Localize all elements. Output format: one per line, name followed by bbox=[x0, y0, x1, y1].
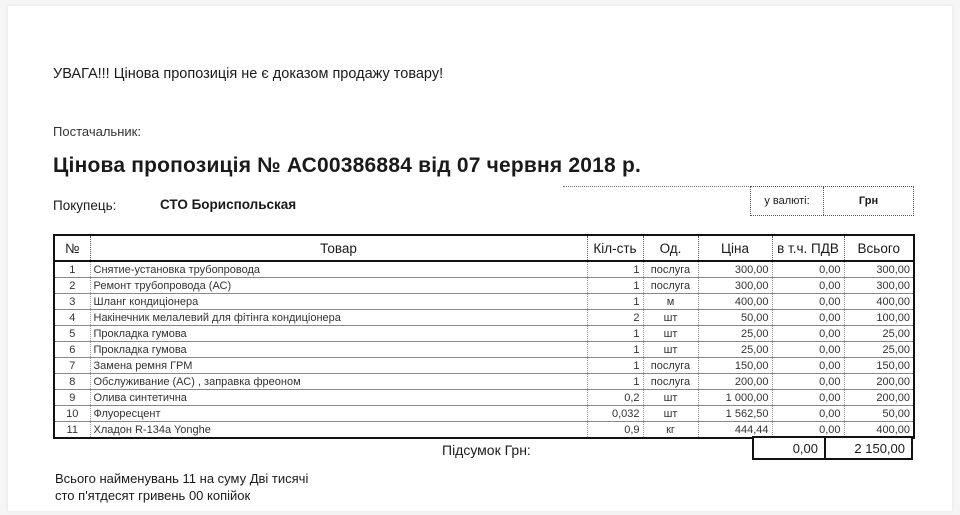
vat: 0,00 bbox=[772, 294, 844, 310]
row-total: 50,00 bbox=[844, 406, 914, 422]
unit: м bbox=[643, 294, 698, 310]
quantity: 1 bbox=[587, 374, 643, 390]
product-name: Шланг кондиціонера bbox=[90, 294, 587, 310]
price: 25,00 bbox=[698, 326, 772, 342]
row-total: 300,00 bbox=[844, 278, 914, 294]
subtotal-total: 2 150,00 bbox=[824, 436, 913, 460]
quantity: 2 bbox=[587, 310, 643, 326]
buyer-label: Покупець: bbox=[53, 198, 117, 213]
table-header-row bbox=[54, 235, 914, 261]
product-name: Замена ремня ГРМ bbox=[90, 358, 587, 374]
row-number: 8 bbox=[54, 374, 90, 390]
product-name: Флуоресцент bbox=[90, 406, 587, 422]
row-number: 6 bbox=[54, 342, 90, 358]
vat: 0,00 bbox=[772, 406, 844, 422]
unit: шт bbox=[643, 406, 698, 422]
unit: послуга bbox=[643, 358, 698, 374]
supplier-label: Постачальник: bbox=[53, 124, 141, 139]
table-row bbox=[54, 294, 914, 310]
table-row bbox=[54, 406, 914, 422]
document-title: Цінова пропозиція № АС00386884 від 07 червня 2018 р. bbox=[53, 154, 642, 177]
product-name: Прокладка гумова bbox=[90, 326, 587, 342]
row-number: 10 bbox=[54, 406, 90, 422]
table-row bbox=[54, 374, 914, 390]
product-name: Обслуживание (АС) , заправка фреоном bbox=[90, 374, 587, 390]
header-price: Ціна bbox=[698, 235, 772, 261]
row-number: 2 bbox=[54, 278, 90, 294]
unit: послуга bbox=[643, 374, 698, 390]
unit: послуга bbox=[643, 278, 698, 294]
price: 50,00 bbox=[698, 310, 772, 326]
subtotal-vat: 0,00 bbox=[752, 436, 826, 460]
vat: 0,00 bbox=[772, 326, 844, 342]
quantity: 0,2 bbox=[587, 390, 643, 406]
row-total: 300,00 bbox=[844, 261, 914, 278]
quantity: 1 bbox=[587, 326, 643, 342]
header-total: Всього bbox=[844, 235, 914, 261]
table-row bbox=[54, 278, 914, 294]
price: 150,00 bbox=[698, 358, 772, 374]
quantity: 1 bbox=[587, 278, 643, 294]
row-total: 150,00 bbox=[844, 358, 914, 374]
price: 25,00 bbox=[698, 342, 772, 358]
vat: 0,00 bbox=[772, 358, 844, 374]
vat: 0,00 bbox=[772, 278, 844, 294]
vat: 0,00 bbox=[772, 342, 844, 358]
row-total: 25,00 bbox=[844, 342, 914, 358]
quantity: 0,032 bbox=[587, 406, 643, 422]
row-total: 400,00 bbox=[844, 294, 914, 310]
table-row bbox=[54, 342, 914, 358]
row-total: 400,00 bbox=[844, 422, 914, 439]
quantity: 1 bbox=[587, 342, 643, 358]
header-number: № bbox=[54, 235, 90, 261]
vat: 0,00 bbox=[772, 261, 844, 278]
table-row bbox=[54, 390, 914, 406]
header-quantity: Кіл-сть bbox=[587, 235, 643, 261]
quantity: 1 bbox=[587, 358, 643, 374]
product-name: Снятие-установка трубопровода bbox=[90, 261, 587, 278]
price: 200,00 bbox=[698, 374, 772, 390]
quantity: 1 bbox=[587, 294, 643, 310]
row-number: 4 bbox=[54, 310, 90, 326]
table-row bbox=[54, 358, 914, 374]
row-number: 11 bbox=[54, 422, 90, 439]
table-row bbox=[54, 326, 914, 342]
table-row bbox=[54, 310, 914, 326]
buyer-name: СТО Бориспольская bbox=[160, 197, 297, 212]
currency-label: у валюті: bbox=[751, 187, 824, 215]
warning-text: УВАГА!!! Цінова пропозиція не є доказом продажу товару! bbox=[53, 66, 444, 82]
row-number: 9 bbox=[54, 390, 90, 406]
product-name: Олива синтетична bbox=[90, 390, 587, 406]
price: 1 562,50 bbox=[698, 406, 772, 422]
unit: послуга bbox=[643, 261, 698, 278]
row-number: 3 bbox=[54, 294, 90, 310]
product-name: Накінечник мелалевий для фітінга кондиціонера bbox=[90, 310, 587, 326]
amount-in-words: Всього найменувань 11 на суму Дві тисячі сто п'ятдесят гривень 00 копійок bbox=[55, 471, 309, 503]
row-total: 100,00 bbox=[844, 310, 914, 326]
vat: 0,00 bbox=[772, 422, 844, 439]
row-total: 200,00 bbox=[844, 374, 914, 390]
row-number: 1 bbox=[54, 261, 90, 278]
row-number: 7 bbox=[54, 358, 90, 374]
quantity: 0,9 bbox=[587, 422, 643, 439]
unit: кг bbox=[643, 422, 698, 439]
unit: шт bbox=[643, 342, 698, 358]
unit: шт bbox=[643, 310, 698, 326]
product-name: Прокладка гумова bbox=[90, 342, 587, 358]
items-table bbox=[53, 234, 915, 439]
price: 300,00 bbox=[698, 278, 772, 294]
currency-box bbox=[750, 186, 914, 216]
header-unit: Од. bbox=[643, 235, 698, 261]
header-vat: в т.ч. ПДВ bbox=[772, 235, 844, 261]
vat: 0,00 bbox=[772, 310, 844, 326]
table-row bbox=[54, 261, 914, 278]
quotation-document bbox=[8, 6, 952, 511]
dotted-divider bbox=[563, 186, 751, 187]
subtotal-label: Підсумок Грн: bbox=[442, 442, 531, 458]
unit: шт bbox=[643, 326, 698, 342]
vat: 0,00 bbox=[772, 390, 844, 406]
row-total: 200,00 bbox=[844, 390, 914, 406]
price: 444,44 bbox=[698, 422, 772, 439]
product-name: Хладон R-134a Yonghe bbox=[90, 422, 587, 439]
header-product: Товар bbox=[90, 235, 587, 261]
unit: шт bbox=[643, 390, 698, 406]
row-number: 5 bbox=[54, 326, 90, 342]
price: 300,00 bbox=[698, 261, 772, 278]
currency-value: Грн bbox=[858, 195, 879, 207]
row-total: 25,00 bbox=[844, 326, 914, 342]
product-name: Ремонт трубопровода (АС) bbox=[90, 278, 587, 294]
quantity: 1 bbox=[587, 261, 643, 278]
price: 400,00 bbox=[698, 294, 772, 310]
price: 1 000,00 bbox=[698, 390, 772, 406]
vat: 0,00 bbox=[772, 374, 844, 390]
